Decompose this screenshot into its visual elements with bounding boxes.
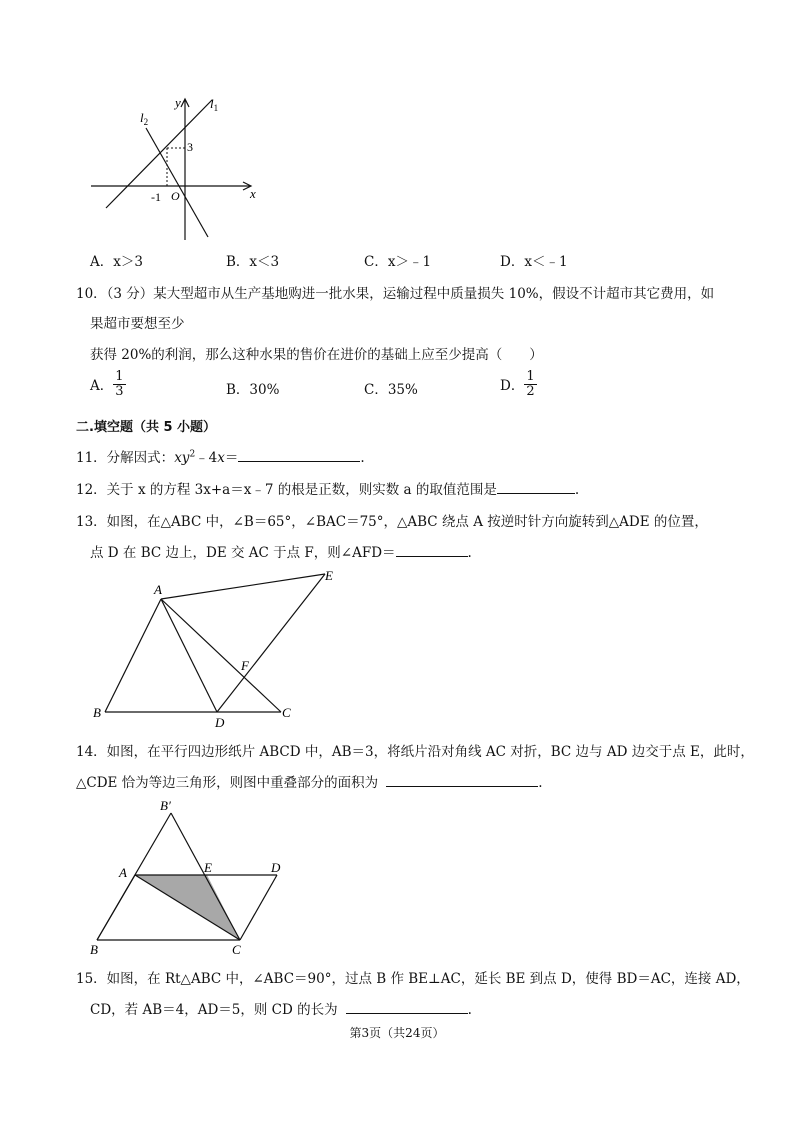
q11-expr-x: x [217, 450, 225, 466]
q12-answer-blank[interactable] [497, 479, 575, 494]
q14-line1: 14．如图，在平行四边形纸片 ABCD 中，AB＝3，将纸片沿对角线 AC 对折，BC 边与 AD 边交于点 E，此时， [76, 744, 754, 760]
q10-line2: 果超市要想至少 [90, 316, 185, 332]
q9-option-a-text: x＞3 [113, 254, 143, 270]
q10-option-d-denominator: 2 [526, 383, 535, 399]
q9-option-c [364, 250, 431, 270]
q10-option-d [500, 370, 537, 398]
q14-label-c: C [232, 942, 241, 957]
q10-line3: 获得 20%的利润，那么这种水果的售价在进价的基础上应至少提高（ ） [90, 347, 543, 363]
q14-line2 [76, 771, 542, 791]
q10-option-a-numerator: 1 [115, 369, 124, 384]
q14-end: . [538, 775, 543, 791]
q14-label-b-prime: B′ [160, 798, 171, 813]
section-heading: 二.填空题（共 5 小题） [76, 420, 217, 435]
q10-line1: 10．（3 分）某大型超市从生产基地购进一批水果，运输过程中质量损失 10%，假设不计超市其它费用，如 [76, 286, 715, 302]
q9-option-c-text: x＞﹣1 [387, 254, 432, 270]
q13-label-c: C [282, 705, 291, 720]
q14-label-d: D [271, 860, 281, 875]
q14-line2-text: △CDE 恰为等边三角形，则图中重叠部分的面积为 [76, 775, 379, 791]
q11-exponent: 2 [189, 449, 196, 460]
q12-line [76, 478, 579, 498]
q9-three-label: 3 [187, 140, 193, 154]
q9-l2-label: $l_2$ [140, 110, 149, 127]
q11-equals: ＝ [224, 450, 239, 466]
q9-option-b [226, 250, 279, 270]
q10-option-d-numerator: 1 [526, 369, 535, 384]
q11-expr-xy: xy [174, 450, 190, 466]
q9-graph [88, 92, 268, 244]
q9-y-label: y [175, 95, 181, 110]
q15-line1: 15．如图，在 Rt△ABC 中，∠ABC＝90°，过点 B 作 BE⊥AC，延长 BE 到点 D，使得 BD＝AC，连接 AD， [76, 971, 750, 987]
q10-option-b: B．30% [226, 382, 280, 398]
q9-option-a [90, 250, 143, 270]
q13-label-b: B [93, 705, 101, 720]
q10-option-d-letter: D． [500, 378, 525, 395]
q9-option-b-text: x＜3 [249, 254, 280, 270]
q14-figure [86, 794, 296, 962]
q9-option-d-text: x＜﹣1 [524, 254, 568, 270]
q15-line2-text: CD，若 AB＝4，AD＝5，则 CD 的长为 [90, 1002, 338, 1018]
q10-option-a-letter: A． [90, 378, 114, 395]
q13-label-a: A [154, 582, 162, 597]
q13-line1: 13．如图，在△ABC 中，∠B＝65°，∠BAC＝75°，△ABC 绕点 A 按逆时针方向旋转到△ADE 的位置， [76, 514, 708, 530]
q9-option-d-letter: D． [500, 254, 525, 270]
q13-answer-blank[interactable] [396, 542, 468, 557]
q9-x-label: x [250, 186, 256, 201]
page-footer: 第3页（共24页） [349, 1026, 445, 1040]
q11-prefix: 11．分解因式： [76, 450, 175, 466]
q9-option-c-letter: C． [364, 254, 388, 270]
q9-option-a-letter: A． [90, 254, 114, 270]
q11-expr-minus4: ﹣4 [195, 450, 218, 466]
q15-line2 [90, 998, 472, 1018]
q13-label-d: D [215, 715, 225, 730]
q13-line2 [90, 541, 472, 561]
q12-text: 12．关于 x 的方程 3x+a＝x﹣7 的根是正数，则实数 a 的取值范围是 [76, 482, 497, 498]
q10-option-a [90, 370, 126, 398]
q14-label-a: A [119, 865, 127, 880]
q13-figure [88, 562, 348, 734]
q9-option-b-letter: B． [226, 254, 250, 270]
q10-option-a-denominator: 3 [115, 383, 124, 399]
q13-label-e: E [325, 568, 333, 583]
q13-label-f: F [241, 658, 249, 673]
q14-label-b: B [90, 942, 98, 957]
q9-origin-label: O [171, 189, 180, 203]
q9-option-d [500, 250, 568, 270]
q10-option-a-fraction [113, 370, 125, 398]
q10-option-c: C．35% [364, 382, 418, 398]
q13-end: . [467, 545, 472, 561]
q10-option-d-fraction [524, 370, 536, 398]
q15-answer-blank[interactable] [346, 999, 468, 1014]
q13-line2-text: 点 D 在 BC 边上，DE 交 AC 于点 F，则∠AFD＝ [90, 545, 396, 561]
q12-end: . [574, 482, 580, 498]
q11-end: . [360, 450, 365, 466]
q9-neg1-label: -1 [151, 190, 161, 204]
q11-line [76, 446, 365, 466]
q15-end: . [467, 1002, 472, 1018]
q9-l1-label: $l_1$ [210, 96, 219, 113]
q14-label-e: E [204, 860, 212, 875]
q14-answer-blank[interactable] [386, 772, 538, 787]
q11-answer-blank[interactable] [238, 447, 360, 462]
